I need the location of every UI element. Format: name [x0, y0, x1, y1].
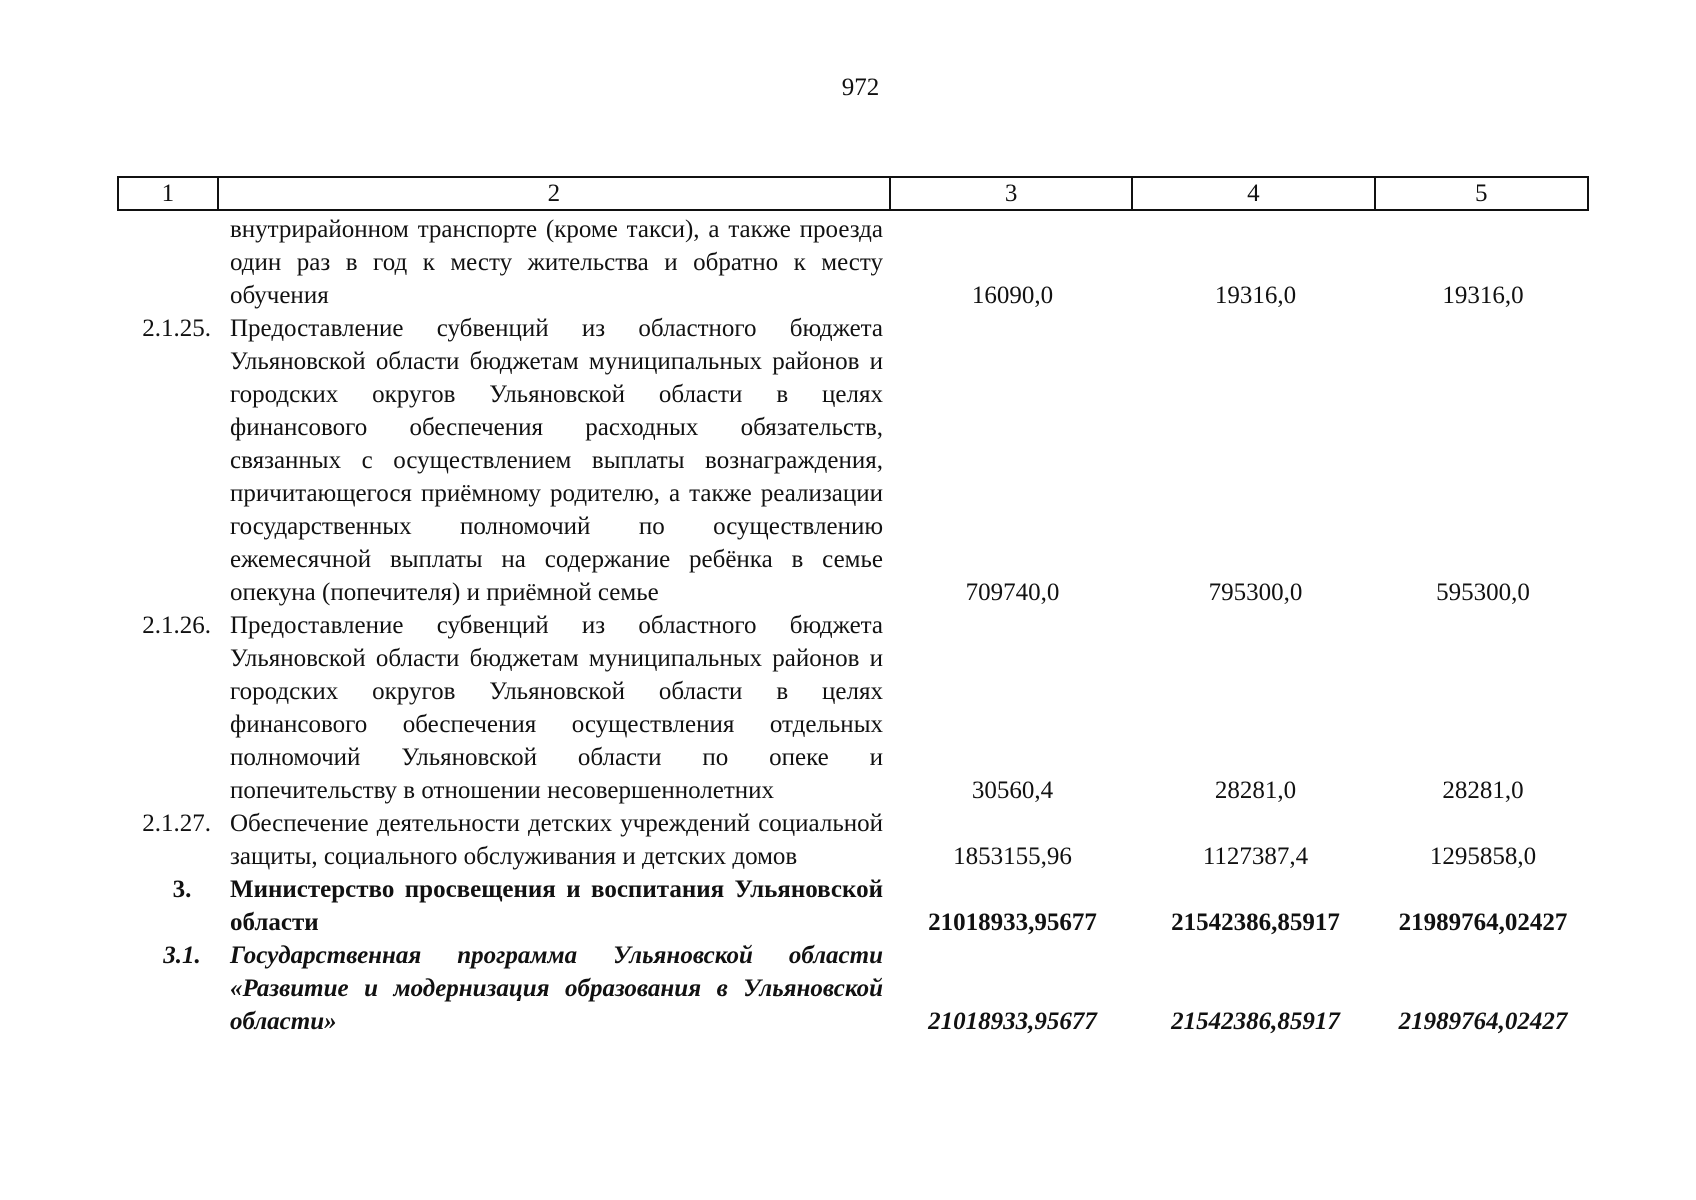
row-value-col3: 16090,0	[971, 282, 1054, 309]
row-description: Министерство просвещения и воспитания Ульяновской области	[230, 876, 883, 936]
row-number: 3.1.	[163, 942, 201, 969]
header-col-4: 4	[1133, 178, 1375, 209]
row-value-col3: 1853155,96	[953, 843, 1072, 870]
row-description: Обеспечение деятельности детских учреждений социальной защиты, социального обслуживания и детских домов	[230, 810, 883, 870]
row-description: внутрирайонном транспорте (кроме такси), а также проезда один раз в год к месту жительства и обратно к месту обучения	[230, 216, 883, 309]
row-value-col3: 30560,4	[971, 777, 1054, 804]
row-value-col5: 28281,0	[1442, 777, 1524, 804]
row-value-col5: 595300,0	[1436, 579, 1530, 606]
table-row	[117, 807, 1589, 873]
row-value-col4: 1127387,4	[1202, 843, 1309, 870]
row-value-col3: 21018933,95677	[928, 1008, 1097, 1035]
row-description: Предоставление субвенций из областного бюджета Ульяновской области бюджетам муниципальных районов и городских округов Ульяновской области в целях финансового обеспечения расходных обязательств, связанных с осуществлением выплаты вознаграждения, причитающегося приёмному родителю, а также реализации государственных полномочий по осуществлению ежемесячной выплаты на содержание ребёнка в семье опекуна (попечителя) и приёмной семье	[230, 315, 883, 606]
table-header	[117, 176, 1589, 211]
header-col-5: 5	[1475, 180, 1488, 207]
row-number	[117, 213, 217, 312]
row-number: 3.	[172, 876, 192, 903]
table-row-section	[117, 873, 1589, 939]
row-value-col5: 21989764,02427	[1398, 1008, 1568, 1035]
page-number: 972	[841, 74, 880, 101]
table-row	[117, 312, 1589, 609]
row-description: Государственная программа Ульяновской области «Развитие и модернизация образования в Ульяновской области»	[230, 942, 883, 1035]
row-value-col4: 21542386,85917	[1171, 909, 1340, 936]
row-value-col5: 1295858,0	[1429, 843, 1537, 870]
header-col-3: 3	[891, 178, 1133, 209]
row-value-col5: 19316,0	[1442, 282, 1524, 309]
row-value-col3: 21018933,95677	[928, 909, 1097, 936]
header-col-1: 1	[119, 178, 219, 209]
header-col-2: 2	[219, 178, 891, 209]
table-row	[117, 213, 1589, 312]
row-value-col4: 21542386,85917	[1171, 1008, 1340, 1035]
row-number: 2.1.27.	[142, 810, 211, 837]
row-value-col4: 28281,0	[1214, 777, 1297, 804]
row-description: Предоставление субвенций из областного бюджета Ульяновской области бюджетам муниципальных районов и городских округов Ульяновской области в целях финансового обеспечения осуществления отдельных полномочий Ульяновской области по опеке и попечительству в отношении несовершеннолетних	[230, 612, 883, 804]
row-number: 2.1.26.	[142, 612, 211, 639]
table-body	[117, 213, 1589, 1038]
row-value-col3: 709740,0	[965, 579, 1060, 606]
row-number: 2.1.25.	[142, 315, 211, 342]
row-value-col4: 19316,0	[1214, 282, 1297, 309]
table-row-subsection	[117, 939, 1589, 1038]
row-value-col4: 795300,0	[1208, 579, 1303, 606]
table-row	[117, 609, 1589, 807]
row-value-col5: 21989764,02427	[1398, 909, 1568, 936]
